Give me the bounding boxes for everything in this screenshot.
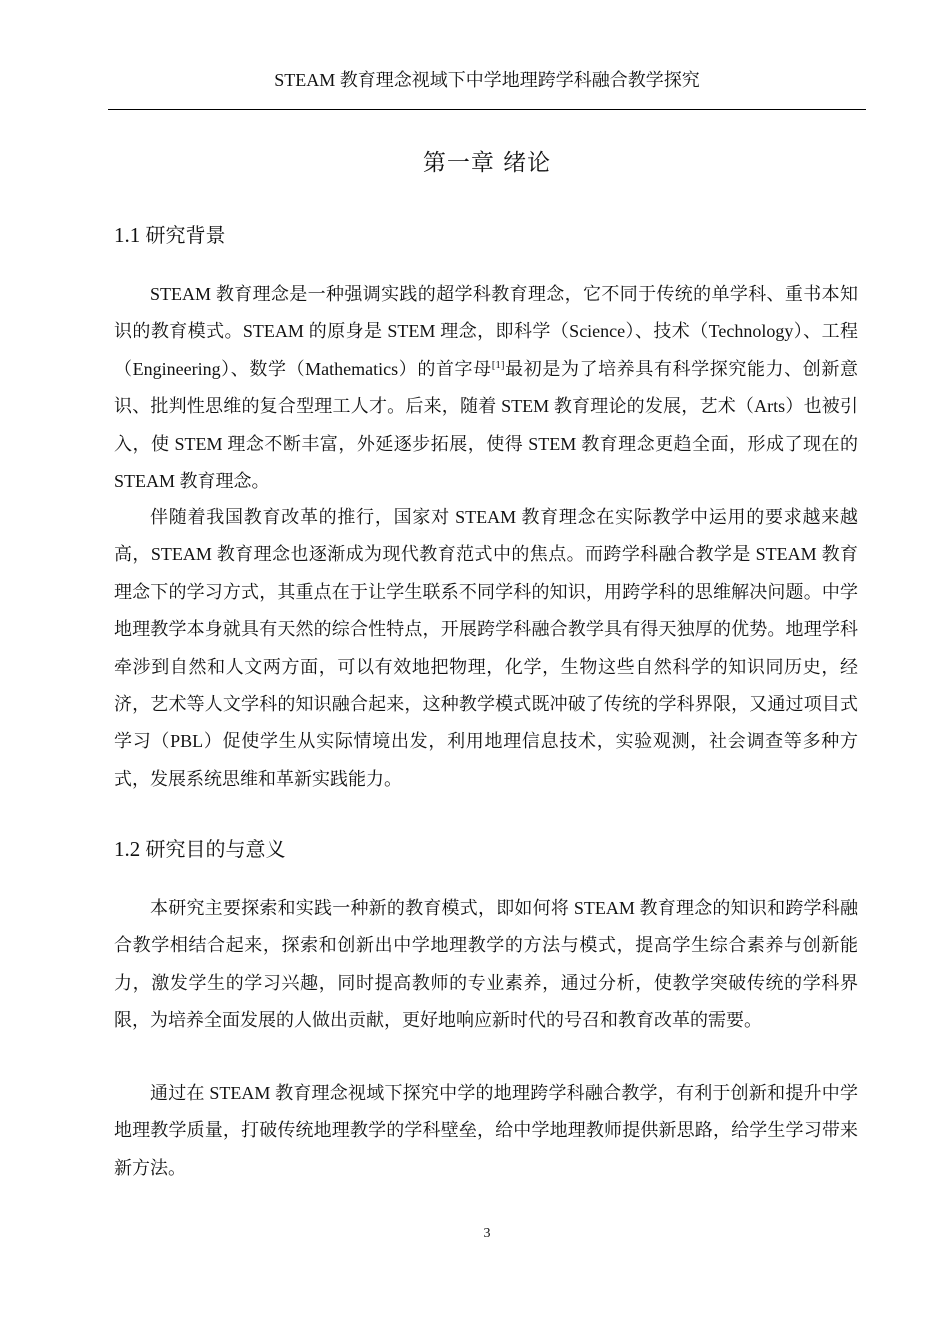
chapter-title: 第一章 绪论 [422, 150, 552, 176]
citation-ref[interactable]: [1] [491, 358, 505, 371]
header-rule [108, 109, 866, 110]
paragraph-background-2: 伴随着我国教育改革的推行，国家对 STEAM 教育理念在实际教学中运用的要求越来越高，STEAM 教育理念也逐渐成为现代教育范式中的焦点。而跨学科融合教学是 STEAM 教育理念下的学习方式，其重点在于让学生联系不同学科的知识，用跨学科的思维解决问题。中学地理教学本身就具有天然的综合性特点，开展跨学科融合教学具有得天独厚的优势。地理学科牵涉到自然和人文两方面，可以有效地把物理，化学，生物这些自然科学的知识同历史，经济，艺术等人文学科的知识融合起来，这种教学模式既冲破了传统的学科界限，又通过项目式学习（PBL）促使学生从实际情境出发，利用地理信息技术，实验观测，社会调查等多种方式，发展系统思维和革新实践能力。 [114, 507, 858, 789]
running-header: STEAM 教育理念视域下中学地理跨学科融合教学探究 [274, 70, 700, 90]
section-number: 1.1 [114, 223, 141, 247]
section-heading-1-2 [114, 834, 286, 864]
paragraph-background-1 [114, 276, 858, 500]
paragraph-purpose-2: 通过在 STEAM 教育理念视域下探究中学的地理跨学科融合教学，有利于创新和提升中学地理教学质量，打破传统地理教学的学科壁垒，给中学地理教师提供新思路，给学生学习带来新方法。 [114, 1083, 858, 1178]
paragraph-purpose-1: 本研究主要探索和实践一种新的教育模式，即如何将 STEAM 教育理念的知识和跨学科融合教学相结合起来，探索和创新出中学地理教学的方法与模式，提高学生综合素养与创新能力，激发学生的学习兴趣，同时提高教师的专业素养，通过分析，使教学突破传统的学科界限，为培养全面发展的人做出贡献，更好地响应新时代的号召和教育改革的需要。 [114, 898, 858, 1031]
section-number: 1.2 [114, 837, 141, 861]
paragraph-text: 最初是为了培养具有科学探究能力、创新意识、批判性思维的复合型理工人才。后来，随着 STEM 教育理论的发展，艺术（Arts）也被引入，使 STEM 理念不断丰富，外延逐步拓展，使得 STEM 教育理念更趋全面，形成了现在的 STEAM 教育理念。 [114, 358, 858, 492]
page-number: 3 [483, 1226, 491, 1241]
section-title: 研究目的与意义 [145, 837, 286, 861]
paragraph-text: STEAM 教育理念是一种强调实践的超学科教育理念，它不同于传统的单学科、重书本知识的教育模式。STEAM 的原身是 STEM 理念，即科学（Science）、技术（Technology）、工程（Engineering）、数学（Mathematics）的首字母 [114, 284, 858, 379]
section-title: 研究背景 [145, 223, 226, 247]
section-heading-1-1 [114, 220, 226, 250]
